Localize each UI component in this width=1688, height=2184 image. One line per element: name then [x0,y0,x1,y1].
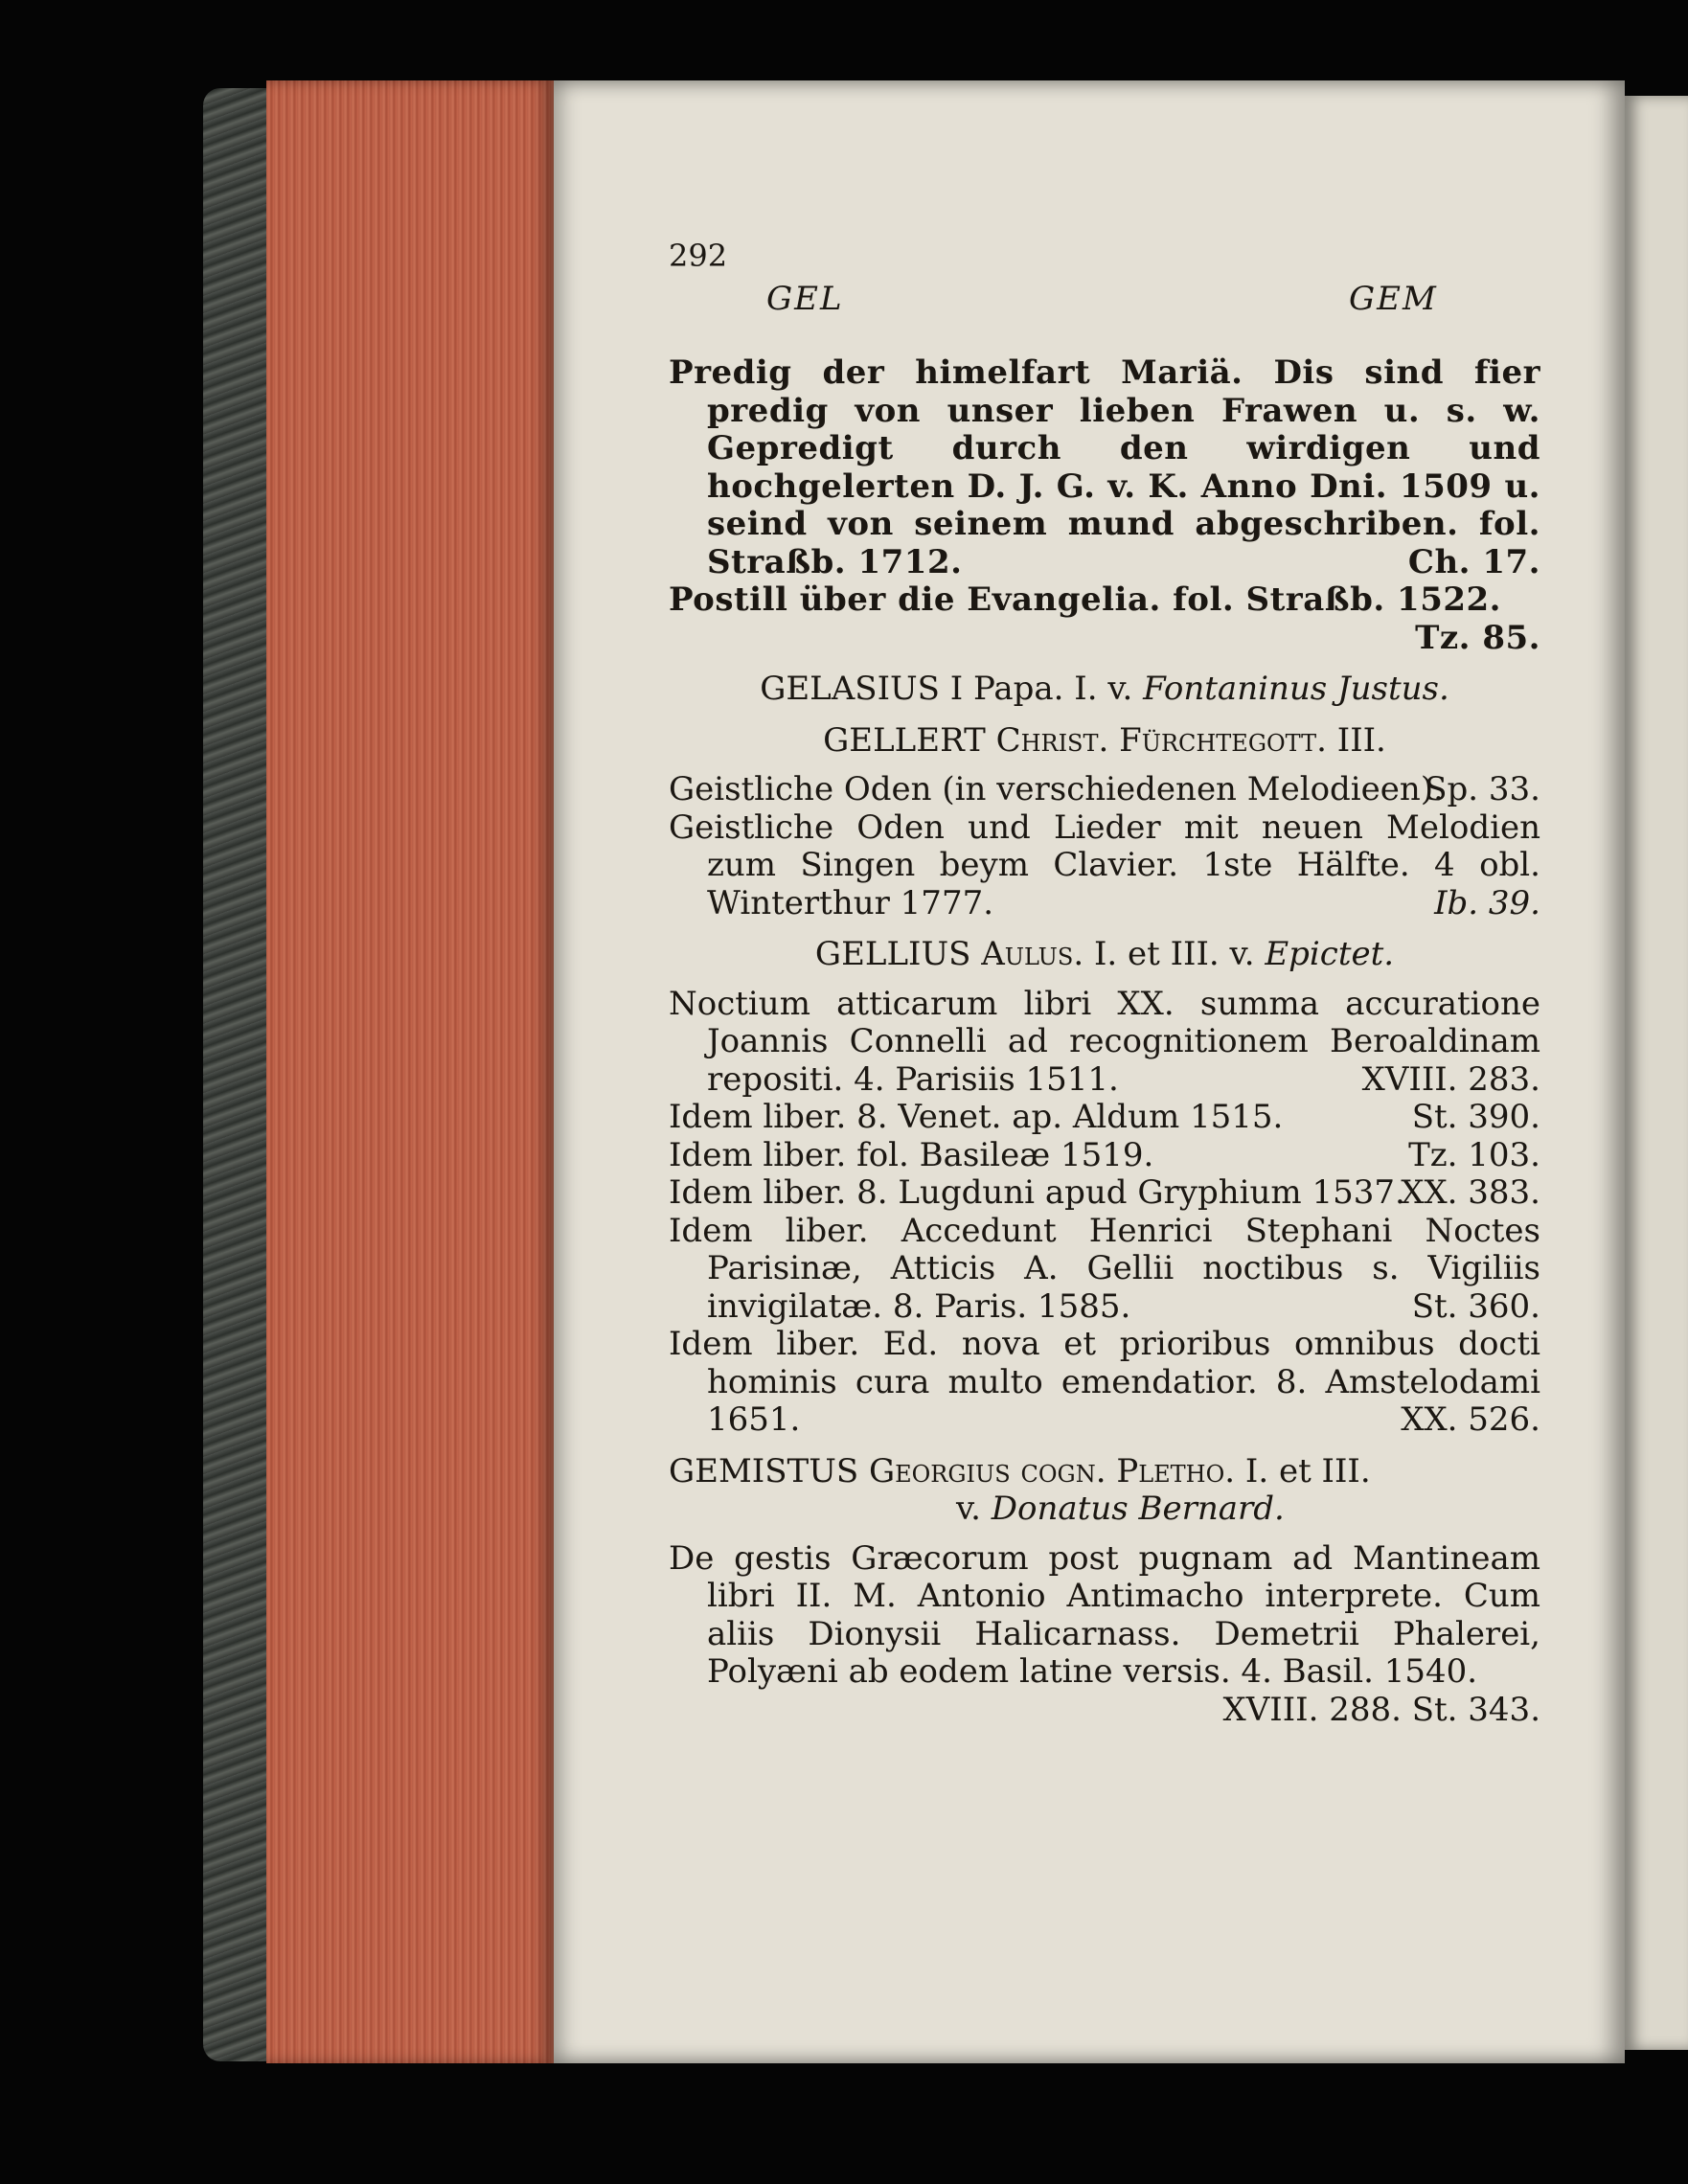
shelf-reference: Tz. 85. [1415,618,1540,657]
catalog-entry: Noctium atticarum libri XX. summa accuratione Joannis Connelli ad recognitionem Beroaldinam repositi. 4. Parisiis 1511. XVIII. 283. [669,984,1540,1099]
shelf-reference: Ch. 17. [1407,542,1540,581]
shelf-reference: Tz. 103. [1408,1135,1540,1174]
catalog-entry: Postill über die Evangelia. fol. Straßb. 1522. Tz. 85. [669,580,1540,657]
catalog-entry: Idem liber. 8. Lugduni apud Gryphium 1537. XX. 383. [669,1173,1540,1212]
catalog-entry: Predig der himelfart Mariä. Dis sind fier predig von unser lieben Frawen u. s. w. Gepredigt durch den wirdigen und hochgelerten D. J. G. v. K. Anno Dni. 1509 u. seind von seinem mund abgeschriben. fol. Straßb. 1712. Ch. 17. [669,353,1540,581]
shelf-reference: Ib. 39. [1434,883,1540,922]
author-heading: GELLIUS Aulus. I. et III. v. Epictet. [814,935,1395,973]
author-heading: GEMISTUS Georgius cogn. Pletho. I. et III. v. Donatus Bernard. [669,1451,1371,1528]
running-head-left: GEL [766,280,844,318]
shelf-reference: St. 360. [1411,1286,1540,1326]
running-head-right: GEM [1349,280,1438,318]
catalog-entry: Idem liber. fol. Basileæ 1519. Tz. 103. [669,1135,1540,1174]
author-heading: GELLERT Christ. Fürchtegott. III. [823,720,1386,760]
catalog-entry: Idem liber. Ed. nova et prioribus omnibus docti hominis cura multo emendatior. 8. Amstelodami 1651. XX. 526. [669,1325,1540,1439]
author-heading: GELASIUS I Papa. I. v. Fontaninus Justus. [760,670,1449,708]
catalog-entry: Geistliche Oden (in verschiedenen Melodieen). Sp. 33. [669,770,1540,808]
page-text [669,354,1540,1729]
page-edges-red [266,80,554,2063]
catalog-entry: Idem liber. Accedunt Henrici Stephani Noctes Parisinæ, Atticis A. Gellii noctibus s. Vigiliis invigilatæ. 8. Paris. 1585. St. 360. [669,1211,1540,1326]
shelf-reference: XX. 383. [1401,1173,1540,1212]
shelf-reference: XVIII. 283. [1361,1059,1540,1099]
shelf-reference: XX. 526. [1401,1400,1540,1439]
catalog-entry: De gestis Græcorum post pugnam ad Mantineam libri II. M. Antonio Antimacho interprete. Cum aliis Dionysii Halicarnass. Demetrii Phalerei, Polyæni ab eodem latine versis. 4. Basil. 1540. XVIII. 288. St. 343. [669,1538,1540,1729]
page-number: 292 [669,238,728,274]
shelf-reference: St. 390. [1411,1098,1540,1136]
shelf-reference: Sp. 33. [1425,770,1540,808]
facing-page-edge [1625,96,1688,2050]
catalog-entry: Geistliche Oden und Lieder mit neuen Melodien zum Singen beym Clavier. 1ste Hälfte. 4 obl. Winterthur 1777. Ib. 39. [669,808,1540,922]
shelf-reference: XVIII. 288. St. 343. [1222,1690,1540,1729]
catalog-entry: Idem liber. 8. Venet. ap. Aldum 1515. St. 390. [669,1098,1540,1136]
